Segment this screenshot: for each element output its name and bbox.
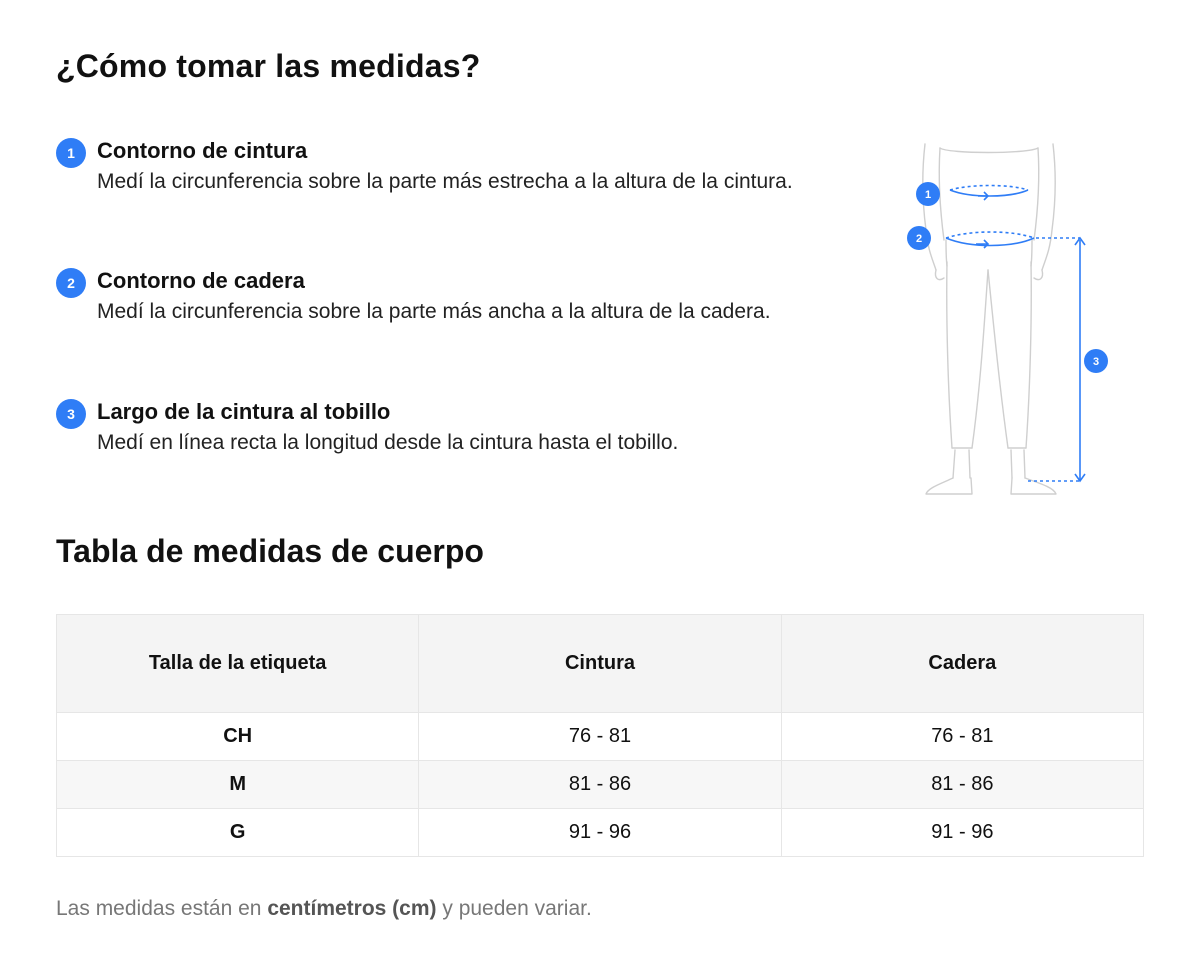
table-header-row	[57, 615, 1144, 713]
step-number-badge: 2	[56, 268, 86, 298]
marker-2: 2	[915, 233, 923, 245]
marker-1: 1	[924, 189, 932, 201]
units-footnote	[56, 897, 592, 921]
step-title: Contorno de cadera	[97, 268, 305, 293]
waist-cell: 81 - 86	[419, 761, 781, 809]
footnote-unit: centímetros (cm)	[267, 897, 437, 920]
page-title: ¿Cómo tomar las medidas?	[56, 48, 481, 84]
waist-cell: 91 - 96	[419, 809, 781, 857]
table-row	[57, 761, 1144, 809]
hip-cell: 81 - 86	[781, 761, 1143, 809]
hip-cell: 91 - 96	[781, 809, 1143, 857]
column-header-hip: Cadera	[781, 615, 1143, 713]
marker-3: 3	[1092, 356, 1100, 368]
step-description: Medí la circunferencia sobre la parte más ancha a la altura de la cadera.	[97, 300, 771, 323]
footnote-text: Las medidas están en	[56, 897, 268, 920]
step-description: Medí en línea recta la longitud desde la cintura hasta el tobillo.	[97, 431, 679, 454]
step-title: Largo de la cintura al tobillo	[97, 399, 391, 424]
step-description: Medí la circunferencia sobre la parte más estrecha a la altura de la cintura.	[97, 170, 793, 193]
table-row	[57, 713, 1144, 761]
hip-cell: 76 - 81	[781, 713, 1143, 761]
table-row	[57, 809, 1144, 857]
step-title: Contorno de cintura	[97, 138, 308, 163]
step-number-badge: 3	[56, 399, 86, 429]
footnote-text-end: y pueden variar.	[436, 897, 592, 920]
step-number-badge: 1	[56, 138, 86, 168]
column-header-waist: Cintura	[419, 615, 781, 713]
column-header-size: Talla de la etiqueta	[57, 615, 419, 713]
waist-cell: 76 - 81	[419, 713, 781, 761]
size-cell: G	[57, 809, 419, 857]
size-table	[56, 614, 1144, 857]
size-cell: M	[57, 761, 419, 809]
body-measurement-illustration	[900, 140, 1120, 500]
size-cell: CH	[57, 713, 419, 761]
size-table-title: Tabla de medidas de cuerpo	[56, 533, 484, 569]
